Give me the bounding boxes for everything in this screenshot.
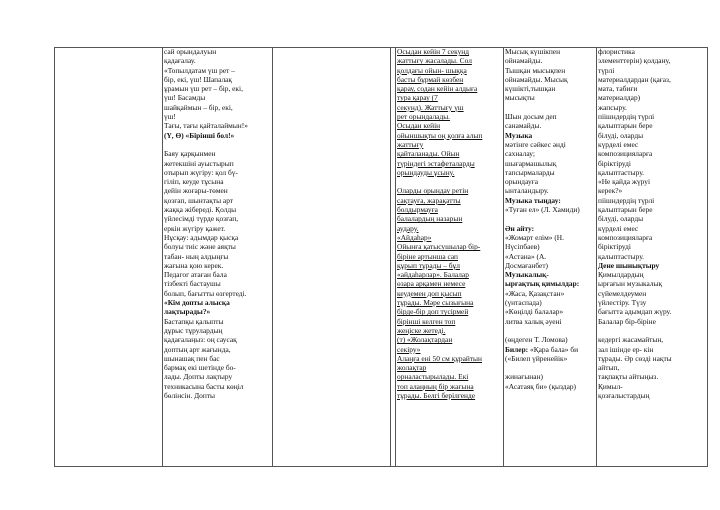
text-line: үйлестіру. Түзу <box>598 298 647 308</box>
text-line: қарау, содан кейін алдыға <box>397 84 478 94</box>
text-line: орындауға <box>505 177 538 187</box>
column-divider-1 <box>162 47 163 467</box>
text-line: «Топылдатам үш рет – <box>164 65 235 75</box>
text-line: тізбекті бастаушы <box>164 279 221 289</box>
text-line: секіру» <box>397 344 421 354</box>
activity-description-cell <box>164 47 271 467</box>
text-line: (Ү, Ө) «Бірінші бол!» <box>164 130 235 140</box>
text-line: Алаңға ені 50 см құрайтын <box>397 353 482 363</box>
text-line <box>505 103 595 112</box>
text-line: отырып жүгіру: қол бү- <box>164 167 238 177</box>
text-line: кедергі жасамайтын, <box>598 335 664 345</box>
text-line: піішндердің түрлі <box>598 112 655 122</box>
text-line: ынталандыру. <box>505 186 549 196</box>
text-line: сақтауға, жарақатты <box>397 195 461 205</box>
text-line: қозғап, шынтақты арт <box>164 195 234 205</box>
text-line <box>505 363 595 372</box>
text-line: тұрады. Белгі берілгенде <box>397 390 476 400</box>
text-line: (өңдеген Т. Ломова) <box>505 335 568 345</box>
text-line: болып, бағытты өзгертеді. <box>164 288 247 298</box>
text-line: ұрамын үш рет – бір, екі, <box>164 84 243 94</box>
text-line: күрделі емес <box>598 223 639 233</box>
text-line: секунд). Жаттығу үш <box>397 102 464 112</box>
music-activity-cell <box>505 47 595 467</box>
text-line: Оларды орындау ретін <box>397 186 469 196</box>
text-line: аудару. <box>397 223 419 233</box>
text-line: Тағы, тағы қайталаймын!» <box>164 121 248 131</box>
text-line: «Жомарт елім» (Н. <box>505 232 564 242</box>
text-line: піішндердің түрлі <box>598 195 655 205</box>
text-line: «Жаса, Қазақстан» <box>505 288 565 298</box>
text-line: қозғалыстардың <box>598 390 650 400</box>
text-line: ойыншықты оң қолға алып <box>397 130 483 140</box>
text-line: флористика <box>598 47 635 56</box>
text-line: (т) «Жолақтардан <box>397 335 453 345</box>
text-line: жаттығу жасалады. Сол <box>397 56 472 66</box>
text-line: еркін жүгіру қажет. <box>164 223 226 233</box>
text-line: шайқаймын – бір, екі, <box>164 102 233 112</box>
text-line: Мысық күшікпен <box>505 47 561 56</box>
text-line: біріне артынша сап <box>397 251 459 261</box>
text-line: мата, табиғи <box>598 84 638 94</box>
text-line: жетекшіні ауыстырып <box>164 158 234 168</box>
text-line: жағына қою керек. <box>164 260 224 270</box>
text-line: Осыдан кейін 7 секунд <box>397 47 470 56</box>
text-line: сахналау; <box>505 149 535 159</box>
text-line: мәтінге сәйкес әнді <box>505 139 566 149</box>
text-line: жолақтар <box>397 363 427 373</box>
text-line: тапсырмаларды <box>505 167 555 177</box>
text-line: Билер: «Қара бала» би <box>505 344 579 354</box>
text-line: үйлесімді түрде қозғап, <box>164 214 239 224</box>
text-line: ойнамайды. <box>505 56 543 66</box>
column-divider-6 <box>596 47 597 467</box>
text-line: тұрады. Әр сөзді нақты <box>598 353 672 363</box>
column-divider-2 <box>272 47 273 467</box>
text-line: Бастапқы қалыпты <box>164 316 224 326</box>
text-line: бір, екі, үш! Шапалақ <box>164 74 233 84</box>
text-line: доптың арт жағында, <box>164 344 231 354</box>
text-line: білуді, оларды <box>598 130 644 140</box>
text-line: техникасына басты көңіл <box>164 381 244 391</box>
text-line: («Билеп үйренейік» <box>505 353 568 363</box>
text-line: қайталанады. Ойын <box>397 149 460 159</box>
text-line: элементтерін) қолдану, <box>598 56 671 66</box>
text-line: жаттығу <box>397 139 424 149</box>
text-line: тақпақты айтыңыз. <box>598 372 659 382</box>
text-line: материалдар) <box>598 93 641 103</box>
text-line: рет орындалады. <box>397 112 451 122</box>
text-line: айтып, <box>598 363 620 373</box>
text-line: қалыптастыру. <box>598 167 645 177</box>
bold-prefix: Билер: <box>505 344 529 354</box>
text-line: керек?» <box>598 186 623 196</box>
text-line: бірінші келген топ <box>397 316 456 326</box>
text-line: түрлі <box>598 65 615 75</box>
text-line: біріктіруді <box>598 242 631 252</box>
text-line: құрып тұрады – бұл <box>397 260 460 270</box>
text-line: литва халық әуені <box>505 316 562 326</box>
exercise-instructions-cell <box>397 47 502 467</box>
text-line <box>598 326 706 335</box>
text-line: табан- ның алдыңғы <box>164 251 229 261</box>
text-line: «Асатаяқ би» (қыздар) <box>505 381 577 391</box>
text-line: бөлінсін. Допты <box>164 390 216 400</box>
text-line: Педагог атаған бала <box>164 270 227 280</box>
text-line <box>505 214 595 223</box>
text-line: санамайды. <box>505 121 542 131</box>
text-line: Ән айту: <box>505 223 535 233</box>
text-line: қалыптарын бере <box>598 205 653 215</box>
text-line: қолдағы ойын- шыққа <box>397 65 467 75</box>
text-line: балалардың назарын <box>397 214 463 224</box>
text-line: басты бұрмай көзбен <box>397 74 464 84</box>
text-line: үш! Басамды <box>164 93 206 103</box>
text-line: дұрыс тұрулардың <box>164 325 223 335</box>
text-line: Қимылдардың <box>598 270 644 280</box>
text-line: орындауды ұсыну. <box>397 167 455 177</box>
text-line: жаққа жібереді. Қолды <box>164 205 237 215</box>
text-line: «Астана» (А. <box>505 251 547 261</box>
text-line: қадағалау. <box>164 56 196 66</box>
text-line: тура қарау (7 <box>397 93 438 103</box>
text-line: мысықты <box>505 93 535 103</box>
text-line: Тышқан мысықпен <box>505 65 566 75</box>
text-line: сүйемелдеумен <box>598 288 647 298</box>
text-line: Музыка тыңдау: <box>505 195 561 205</box>
text-line: Нұсқау: адымдар қысқа <box>164 232 239 242</box>
text-line: кеудемен доп қысып <box>397 288 462 298</box>
text-line: шығармашылық <box>505 158 557 168</box>
text-line: ойнамайды. Мысық <box>505 74 568 84</box>
text-line: композицияларға <box>598 149 653 159</box>
text-line: болуы тиіс және аяқты <box>164 242 236 252</box>
text-line: Досмағанбет) <box>505 260 549 270</box>
text-line: Ойынға қатысушылар бір- <box>397 242 481 252</box>
text-line: Қимыл- <box>598 381 623 391</box>
text-line: топ алаңның бір жағына <box>397 381 474 391</box>
text-line: күрделі емес <box>598 139 639 149</box>
text-line: «Кім допты алысқа <box>164 298 230 308</box>
text-line <box>164 140 271 149</box>
text-line: бірде-бір доп түсірмей <box>397 307 469 317</box>
text-line: лады. Допты лақтыру <box>164 372 233 382</box>
text-line: Баяу қарқынмен <box>164 149 216 159</box>
text-line: Дене шынықтыру <box>598 260 660 270</box>
text-line: композицияларға <box>598 232 653 242</box>
text-line: зал ішінде ер- кін <box>598 344 654 354</box>
text-line: сай орындалуын <box>164 47 217 56</box>
column-divider-4 <box>395 47 396 467</box>
text-line: «Айдаһар» <box>397 232 432 242</box>
text-line: қалыптастыру. <box>598 251 645 261</box>
text-line: ырғақтық қимылдар: <box>505 279 580 289</box>
text-line: Музыка <box>505 130 533 140</box>
text-line: үш! <box>164 112 176 122</box>
text-line: Осыдан кейін <box>397 121 441 131</box>
text-line: өзара арқамен немесе <box>397 279 466 289</box>
text-line: лақтырады?» <box>164 307 211 317</box>
text-line: гіліп, кеуде тұсына <box>164 177 224 187</box>
text-line: жинағынан) <box>505 372 543 382</box>
text-line: қадағалаңыз: оң саусақ <box>164 335 237 345</box>
text-line: Шын досым деп <box>505 112 557 122</box>
table-left-border <box>54 47 55 467</box>
text-line: (үнтаспада) <box>505 298 542 308</box>
text-line: жапсыру. <box>598 102 627 112</box>
text-line <box>505 326 595 335</box>
text-line: бағытта адымдап жүру. <box>598 307 672 317</box>
text-line: тұрады. Мәре сызығына <box>397 298 474 308</box>
text-line: бармақ екі шетінде бо- <box>164 363 236 373</box>
column-divider-3 <box>390 47 391 467</box>
text-line: болдырмауға <box>397 205 438 215</box>
table-right-border <box>707 47 708 467</box>
text-line: Музыкалық- <box>505 270 549 280</box>
text-line: «Көңілді балалар» <box>505 307 564 317</box>
text-line: білуді, оларды <box>598 214 644 224</box>
text-line: түріндегі эстафеталарды <box>397 158 475 168</box>
column-divider-5 <box>503 47 504 467</box>
text-line: ырғағын музыкалық <box>598 279 663 289</box>
text-line: «Не қайда жүруі <box>598 177 651 187</box>
text-line: «айдаһарлар». Балалар <box>397 270 469 280</box>
text-line <box>397 177 502 186</box>
text-line: күшікті,тышқан <box>505 84 556 94</box>
text-line: жеңіске жетеді. <box>397 325 446 335</box>
text-line: шынашақ пен бас <box>164 353 220 363</box>
text-line: дейін жоғары-төмен <box>164 186 228 196</box>
art-and-pe-cell <box>598 47 706 467</box>
text-line: орналастырылады. Екі <box>397 372 469 382</box>
text-line: Нүсіпбаев) <box>505 242 540 252</box>
text-line: біріктіруді <box>598 158 631 168</box>
text-line: қалыптарын бере <box>598 121 653 131</box>
text-line: материалдардан (қағаз, <box>598 74 671 84</box>
text-line: Балалар бір-біріне <box>598 316 656 326</box>
text-line: «Туған ел» (Л. Хамиди) <box>505 205 580 215</box>
